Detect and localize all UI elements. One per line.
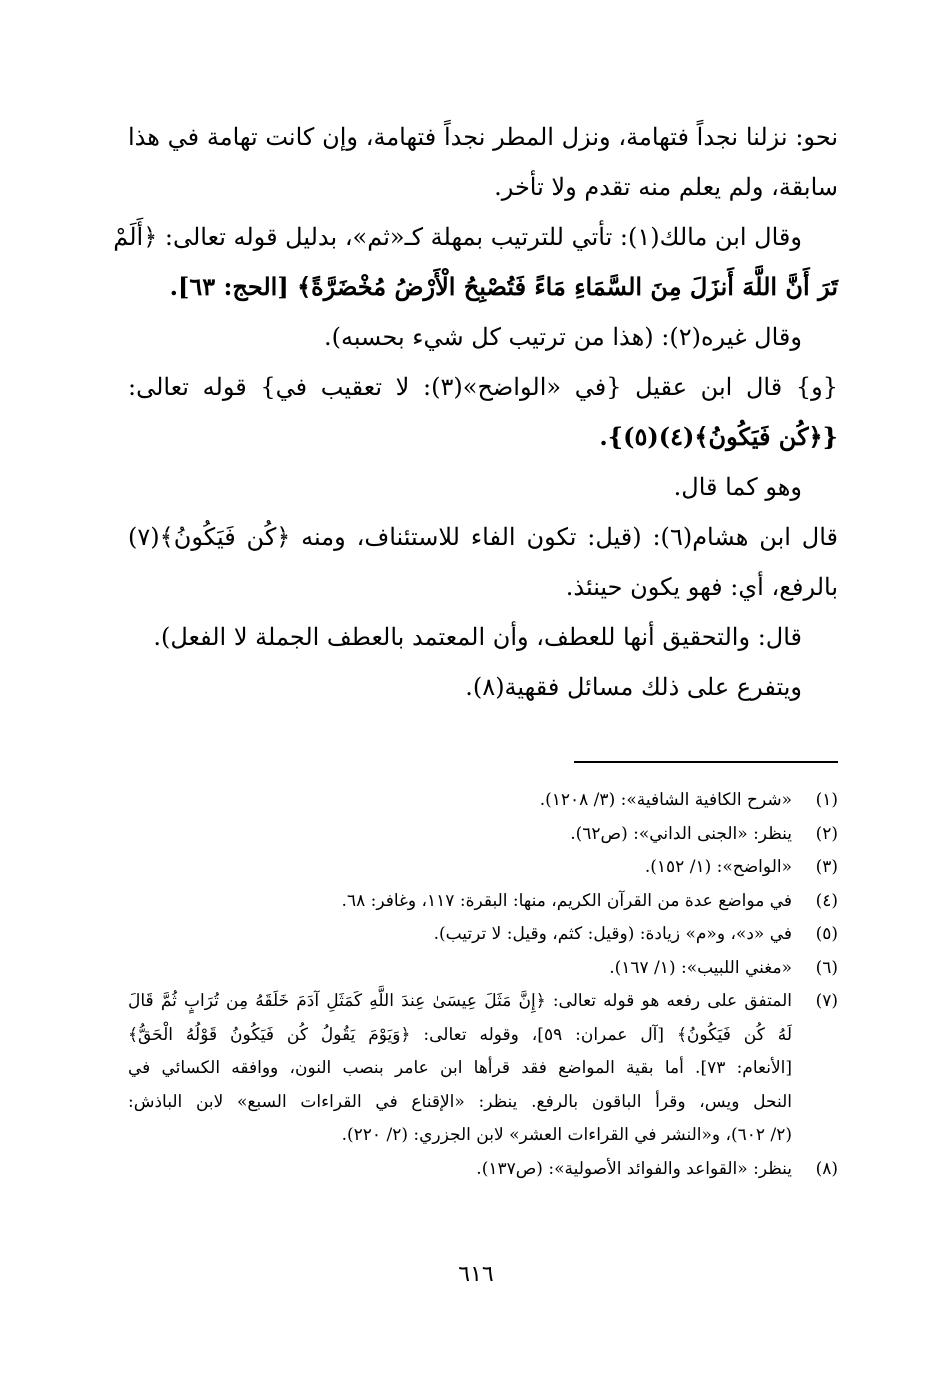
main-text [113, 112, 839, 712]
footnote-item [128, 1153, 838, 1187]
body-line: نحو: نزلنا نجداً فتهامة، ونزل المطر نجداً فتهامة، وإن كانت تهامة في هذا [128, 123, 838, 151]
footnote-line: في «د»، و«م» زيادة: (وقيل: كثم، وقيل: لا ترتيب). [433, 924, 792, 944]
footnote-item [128, 918, 838, 952]
footnote-line: «شرح الكافية الشافية»: (٣/ ١٢٠٨). [539, 790, 792, 810]
footnotes [128, 784, 838, 1186]
footnote-line: ينظر: «الجنى الداني»: (ص٦٢). [570, 823, 792, 844]
footnote-line: في مواضع عدة من القرآن الكريم، منها: البقرة: ١١٧، وغافر: ٦٨. [341, 890, 792, 911]
footnote-text [128, 818, 792, 852]
footnote-number: (٨) [815, 1158, 838, 1179]
footnote-item [128, 885, 838, 919]
footnote-line: «الواضح»: (١/ ١٥٢). [644, 857, 792, 877]
footnote-text [128, 885, 792, 919]
body-line: ويتفرع على ذلك مسائل فقهية(٨). [465, 673, 802, 701]
footnote-divider [574, 761, 838, 763]
quran-verse-line: {﴿كُن فَيَكُونُ﴾(٤)(٥)}. [599, 422, 838, 451]
footnote-number: (٤) [815, 890, 838, 911]
page-body [113, 112, 839, 712]
footnote-number: (٦) [815, 957, 838, 978]
footnote-line: المتفق على رفعه هو قوله تعالى: ﴿إِنَّ مَثَلَ عِيسَىٰ عِندَ اللَّهِ كَمَثَلِ آدَمَ خَلَقَهُ مِن تُرَابٍ ثُمَّ قَالَ [128, 991, 792, 1011]
footnote-text [128, 1153, 792, 1187]
footnote-number: (٣) [815, 857, 838, 877]
footnote-line: [الأنعام: ٧٣]. أما بقية المواضع فقد قرأها ابن عامر بنصب النون، ووافقه الكسائي في [128, 1058, 792, 1078]
body-line: وقال ابن مالك(١): تأتي للترتيب بمهلة كـ«ثم»، بدليل قوله تعالى: ﴿أَلَمْ [113, 223, 802, 251]
page-number: ٦١٦ [458, 1262, 494, 1287]
footnote-line: ينظر: «القواعد والفوائد الأصولية»: (ص١٣٧). [476, 1158, 792, 1179]
body-line: وقال غيره(٢): (هذا من ترتيب كل شيء بحسبه). [323, 323, 802, 351]
footnote-number: (٧) [815, 991, 838, 1011]
footnote-line: النحل ويس، وقرأ الباقون بالرفع. ينظر: «الإقناع في القراءات السبع» لابن الباذش: [128, 1091, 792, 1112]
footnote-number: (١) [815, 790, 838, 810]
footnote-text [128, 784, 792, 818]
body-line: وهو كما قال. [673, 473, 802, 501]
footnote-number: (٥) [815, 924, 838, 944]
quran-verse-line: تَرَ أَنَّ اللَّهَ أَنزَلَ مِنَ السَّمَاءِ مَاءً فَتُصْبِحُ الْأَرْضُ مُخْضَرَّةً﴾ [الحج: ٦٣]. [169, 272, 838, 301]
footnote-text [128, 952, 792, 986]
footnote-item [128, 818, 838, 852]
body-line: قال: والتحقيق أنها للعطف، وأن المعتمد بالعطف الجملة لا الفعل). [153, 623, 802, 651]
body-line: {و} قال ابن عقيل {في «الواضح»(٣): لا تعقيب في} قوله تعالى: [128, 373, 839, 401]
body-line: سابقة، ولم يعلم منه تقدم ولا تأخر. [494, 173, 838, 201]
footnote-item [128, 851, 838, 885]
footnote-line: (٢/ ٦٠٢)، و«النشر في القراءات العشر» لابن الجزري: (٢/ ٢٢٠). [341, 1125, 792, 1145]
footnote-item [128, 985, 838, 1153]
footnote-item [128, 784, 838, 818]
body-line: بالرفع، أي: فهو يكون حينئذ. [565, 573, 838, 601]
body-line: قال ابن هشام(٦): (قيل: تكون الفاء للاستئناف، ومنه ﴿كُن فَيَكُونُ﴾(٧) [128, 523, 838, 551]
footnote-text [128, 985, 792, 1153]
footnote-number: (٢) [815, 823, 838, 844]
footnote-item [128, 952, 838, 986]
footnote-text [128, 851, 792, 885]
footnote-text [128, 918, 792, 952]
footnote-line: لَهُ كُن فَيَكُونُ﴾ [آل عمران: ٥٩]، وقوله تعالى: ﴿وَيَوْمَ يَقُولُ كُن فَيَكُونُ قَوْلُهُ الْحَقُّ﴾ [128, 1024, 793, 1045]
footnote-line: «مغني اللبيب»: (١/ ١٦٧). [609, 957, 792, 978]
